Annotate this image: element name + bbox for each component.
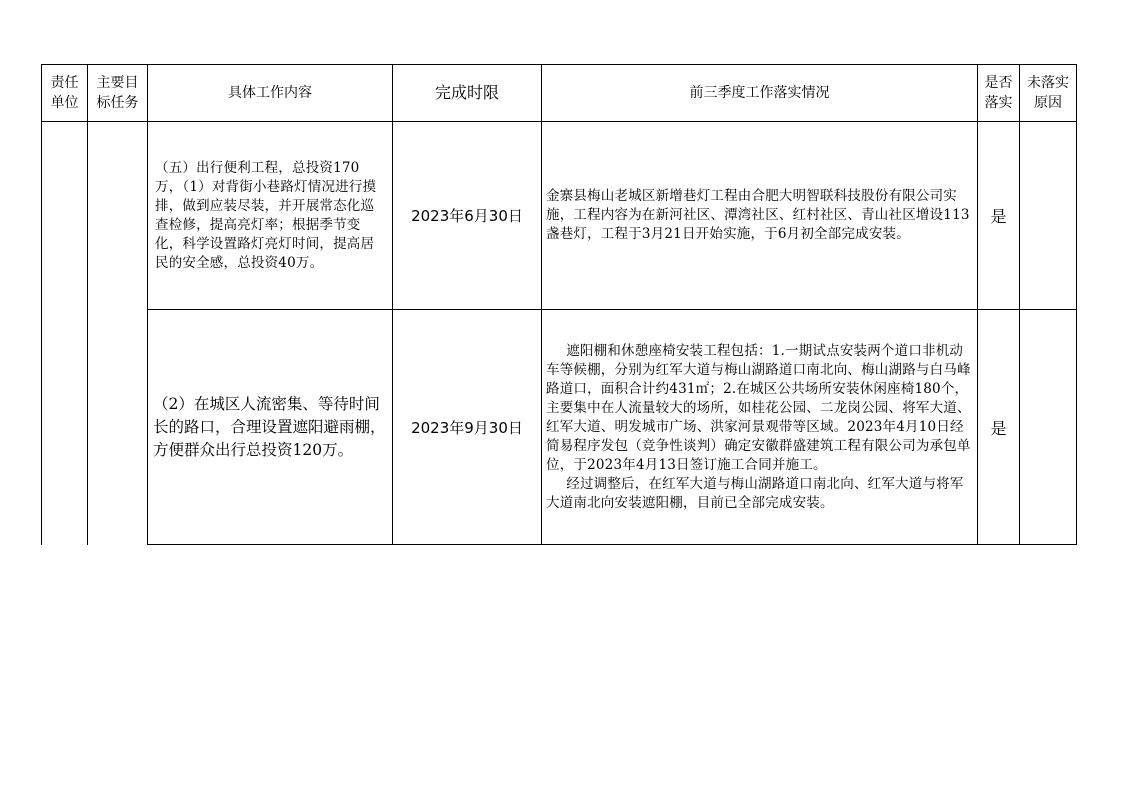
row1-progress	[546, 122, 971, 309]
header-reason: 未落实 原因	[1027, 75, 1069, 111]
col-line-2	[147, 64, 148, 545]
row2-progress-paragraph-1: 遮阳棚和休憩座椅安装工程包括：1.一期试点安装两个道口非机动车等候棚，分别为红军大道与梅山湖路道口南北向、梅山湖路与白马峰路道口，面积合计约431㎡；2.在城区公共场所安装休闲座椅180个，主要集中在人流量较大的场所，如桂花公园、二龙岗公园、将军大道、红军大道、明发城市广场、洪家河景观带等区域。2023年4月10日经简易程序发包（竞争性谈判）确定安徽群盛建筑工程有限公司为承包单位，于2023年4月13日签订施工合同并施工。	[546, 342, 971, 473]
row1-progress-text: 金寨县梅山老城区新增巷灯工程由合肥大明智联科技股份有限公司实施，工程内容为在新河社区、潭湾社区、红村社区、青山社区增设113盏巷灯，工程于3月21日开始实施，于6月初全部完成安装。	[546, 188, 970, 242]
header-deadline: 完成时限	[434, 83, 499, 102]
row2-implemented-text: 是	[990, 418, 1007, 438]
header-work-content: 具体工作内容	[228, 85, 312, 101]
row2-content-text: （2）在城区人流密集、等待时间长的路口，合理设置遮阳避雨棚，方便群众出行总投资120万。	[153, 394, 386, 459]
col-line-4	[541, 64, 542, 545]
row2-progress	[546, 310, 971, 544]
row1-content-text: （五）出行便利工程，总投资170万，（1）对背街小巷路灯情况进行摸排，做到应装尽装，并开展常态化巡查检修，提高亮灯率；根据季节变化，科学设置路灯亮灯时间，提高居民的安全感，总投资40万。	[155, 159, 377, 271]
row1-deadline-text: 2023年6月30日	[411, 207, 523, 225]
row2-deadline-text: 2023年9月30日	[411, 418, 523, 437]
header-main-task: 主要目 标任务	[96, 75, 139, 111]
table-bottom-border	[147, 544, 1077, 545]
col-line-0	[41, 64, 42, 545]
row1-implemented	[978, 122, 1019, 309]
row1-work-content	[155, 122, 385, 309]
row1-reason	[1020, 122, 1076, 309]
row1-implemented-text: 是	[990, 207, 1007, 226]
row1-deadline	[393, 122, 541, 309]
row2-reason	[1020, 310, 1076, 544]
header-responsible-unit: 责任 单位	[50, 75, 79, 111]
row2-implemented	[978, 310, 1019, 544]
row2-progress-paragraph-2: 经过调整后，在红军大道与梅山湖路道口南北向、红军大道与将军大道南北向安装遮阳棚，目前已全部完成安装。	[546, 475, 964, 511]
work-table	[41, 64, 1077, 545]
header-progress: 前三季度工作落实情况	[689, 85, 830, 101]
row2-deadline	[393, 310, 541, 544]
col-line-7	[1076, 64, 1077, 545]
col-line-1	[87, 64, 88, 545]
row2-work-content	[153, 310, 387, 544]
header-implemented: 是否 落实	[984, 75, 1013, 111]
